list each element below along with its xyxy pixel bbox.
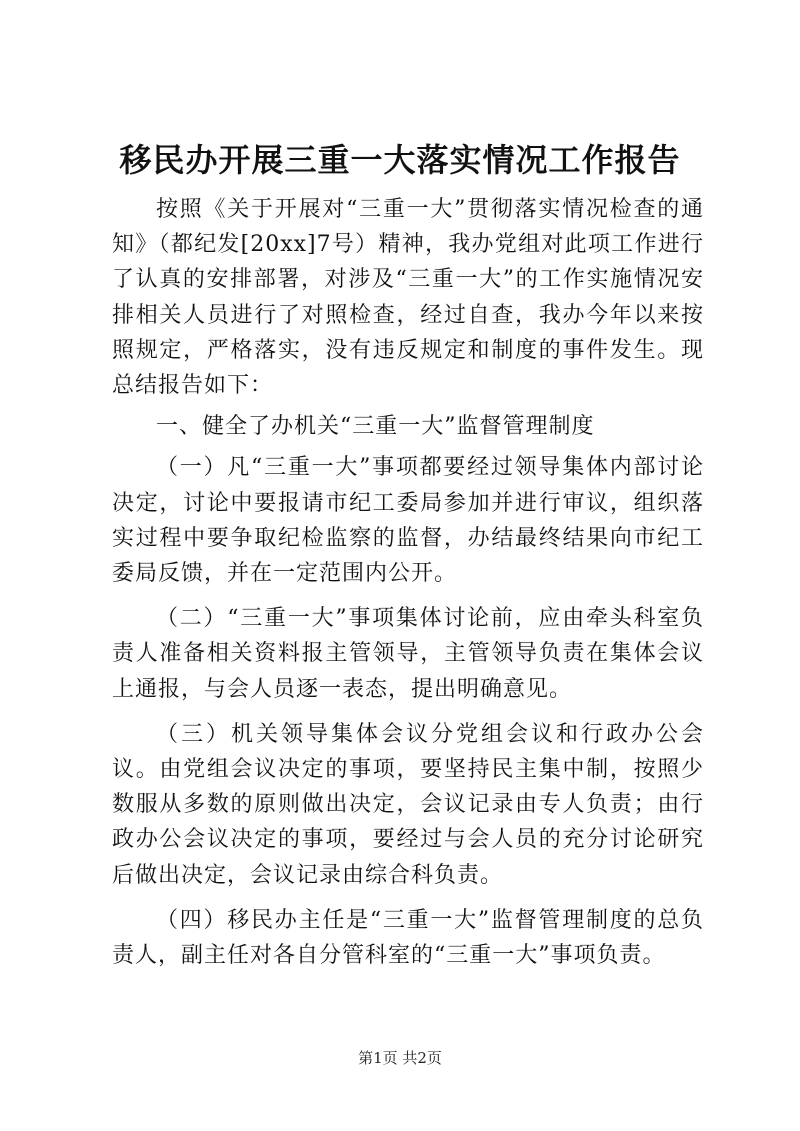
document-body (112, 192, 704, 973)
paragraph-item-2: （二）“三重一大”事项集体讨论前，应由牵头科室负责人准备相关资料报主管领导，主管领导负责在集体会议上通报，与会人员逐一表态，提出明确意见。 (112, 606, 704, 702)
paragraph-item-1: （一）凡“三重一大”事项都要经过领导集体内部讨论决定，讨论中要报请市纪工委局参加并进行审议，组织落实过程中要争取纪检监察的监督，办结最终结果向市纪工委局反馈，并在一定范围内公开。 (112, 455, 704, 587)
paragraph-item-4: （四）移民办主任是“三重一大”监督管理制度的总负责人，副主任对各自分管科室的“三重一大”事项负责。 (112, 907, 704, 969)
paragraph-item-3: （三）机关领导集体会议分党组会议和行政办公会议。由党组会议决定的事项，要坚持民主集中制，按照少数服从多数的原则做出决定，会议记录由专人负责；由行政办公会议决定的事项，要经过与会人员的充分讨论研究后做出决定，会议记录由综合科负责。 (112, 721, 704, 888)
document-title: 移民办开展三重一大落实情况工作报告 (119, 141, 681, 179)
paragraph-intro: 按照《关于开展对“三重一大”贯彻落实情况检查的通知》（都纪发[20xx]7号）精神，我办党组对此项工作进行了认真的安排部署，对涉及“三重一大”的工作实施情况安排相关人员进行了对照检查，经过自查，我办今年以来按照规定，严格落实，没有违反规定和制度的事件发生。现总结报告如下： (112, 197, 704, 399)
page-number: 第1页 共2页 (358, 1049, 442, 1067)
section-heading-1: 一、健全了办机关“三重一大”监督管理制度 (156, 414, 595, 440)
